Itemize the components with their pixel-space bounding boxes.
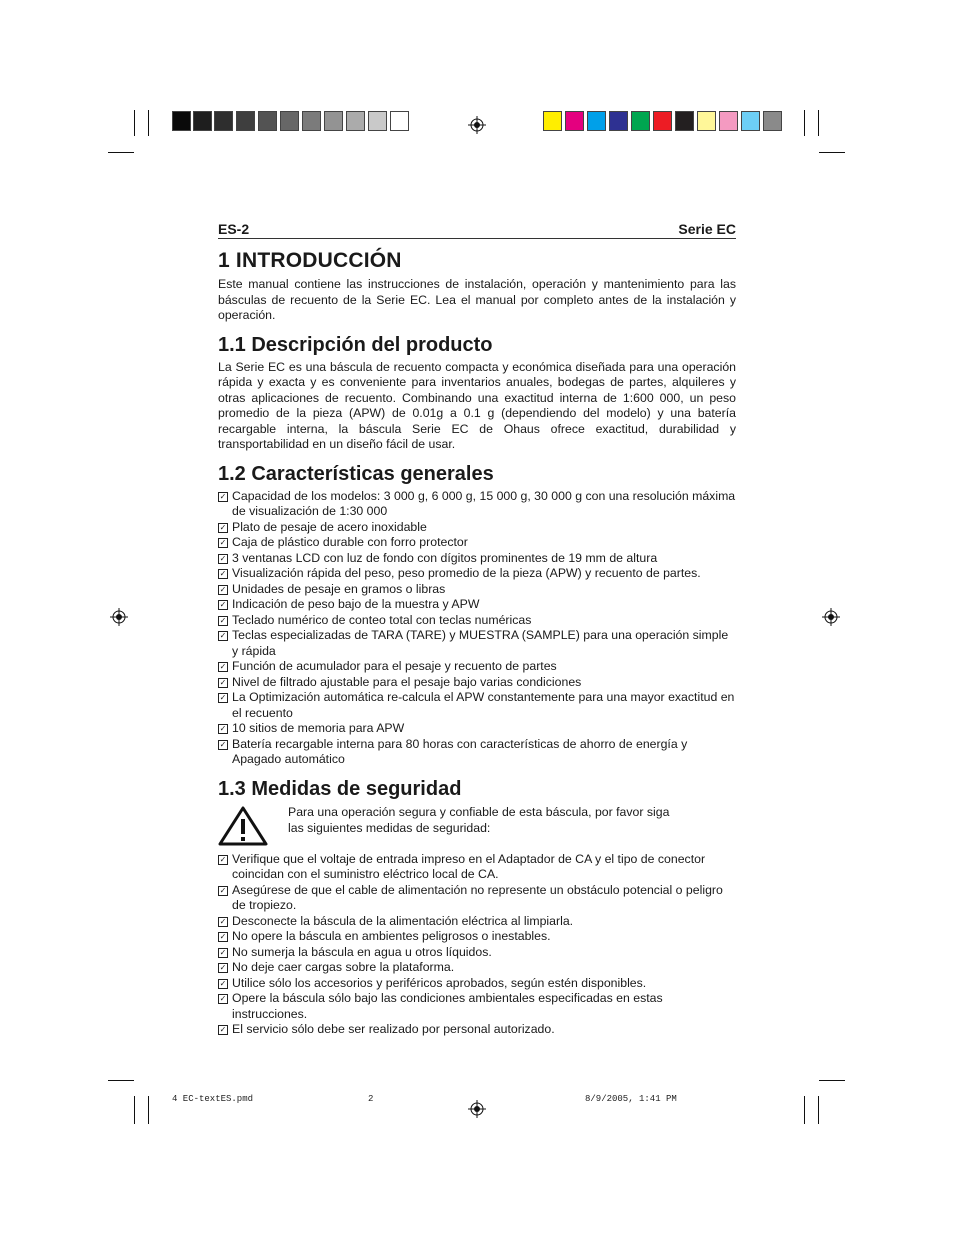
color-swatch [631,111,650,131]
checkbox-icon: ✓ [219,662,227,671]
crop-mark [134,110,135,136]
checkbox-icon: ✓ [219,932,227,941]
checkbox-icon: ✓ [219,1025,227,1034]
color-swatch [719,111,738,131]
safety-warning [218,804,736,846]
list-item: ✓ Caja de plástico durable con forro protector [219,535,468,549]
color-swatch [697,111,716,131]
checkbox-icon: ✓ [219,994,227,1003]
list-item: ✓ Verifique que el voltaje de entrada impreso en el Adaptador de CA y el tipo de conector coincidan con el suministro eléctrico local de CA. [219,851,706,881]
checkbox-icon: ✓ [219,553,227,563]
checkbox-icon: ✓ [219,631,227,640]
list-item: ✓ Teclas especializadas de TARA (TARE) y MUESTRA (SAMPLE) para una operación simple y rápida [219,628,729,658]
list-item: ✓ Unidades de pesaje en gramos o libras [219,581,446,596]
registration-mark-icon [468,1100,486,1118]
color-swatch [653,111,672,131]
list-item: ✓ Utilice sólo los accesorios y periféricos aprobados, según estén disponibles. [219,975,647,990]
color-swatch [741,111,760,131]
list-item: ✓ Plato de pesaje de acero inoxidable [219,519,427,534]
list-item: ✓ Batería recargable interna para 80 horas con características de ahorro de energía y Apagado automático [219,736,688,766]
crop-mark [818,110,819,136]
gray-swatch [193,111,212,131]
footer-file: 4 EC-textES.pmd [172,1094,254,1104]
intro-paragraph: Este manual contiene las instrucciones de instalación, operación y mantenimiento para las básculas de recuento de la Serie EC. Lea el manual por completo antes de la instalación y operación. [218,277,736,322]
crop-mark [148,1096,149,1124]
color-swatch [675,111,694,131]
crop-mark [804,110,805,136]
checkbox-icon: ✓ [219,569,227,578]
gray-swatch [324,111,343,131]
warning-text: Para una operación segura y confiable de esta báscula, por favor siga las siguientes medidas de seguridad: [288,804,670,835]
list-item: ✓ Visualización rápida del peso, peso promedio de la pieza (APW) y recuento de partes. [219,566,701,580]
color-swatch [763,111,782,131]
checkbox-icon: ✓ [219,491,227,501]
crop-mark [108,152,134,153]
list-item: ✓ Asegúrese de que el cable de alimentación no represente un obstáculo potencial o peligro de tropiezo. [219,882,723,912]
crop-mark [819,1080,845,1081]
checkbox-icon: ✓ [219,600,227,609]
list-item: ✓ 10 sitios de memoria para APW [219,721,405,735]
list-item: ✓ Indicación de peso bajo de la muestra y APW [219,597,480,611]
warning-triangle-icon [218,806,268,846]
gray-swatch [390,111,409,131]
page-number-label: ES-2 [218,221,250,237]
list-item: ✓ Opere la báscula sólo bajo las condiciones ambientales especificadas en estas instrucciones. [219,991,663,1021]
features-list [218,489,736,768]
gray-swatch [236,111,255,131]
crop-mark [148,110,149,136]
list-item: ✓ No deje caer cargas sobre la plataforma. [219,960,455,974]
gray-swatch [346,111,365,131]
checkbox-icon: ✓ [219,522,227,532]
list-item: ✓ Desconecte la báscula de la alimentación eléctrica al limpiarla. [219,913,574,928]
registration-mark-icon [468,116,486,134]
safety-list [218,852,736,1038]
safety-heading: 1.3 Medidas de seguridad [218,777,462,800]
footer-page: 2 [368,1094,374,1104]
color-swatch [565,111,584,131]
crop-mark [134,1096,135,1124]
color-swatch [609,111,628,131]
crop-mark [804,1096,805,1124]
checkbox-icon: ✓ [219,615,227,625]
running-header [218,221,736,239]
checkbox-icon: ✓ [219,916,227,926]
features-heading: 1.2 Características generales [218,462,494,485]
page-content [218,221,736,1038]
checkbox-icon: ✓ [219,724,227,733]
list-item: ✓ Teclado numérico de conteo total con teclas numéricas [219,612,532,627]
intro-heading: 1 INTRODUCCIÓN [218,249,402,272]
checkbox-icon: ✓ [219,693,227,702]
list-item: ✓ No sumerja la báscula en agua u otros líquidos. [219,944,492,959]
checkbox-icon: ✓ [219,885,227,895]
list-item: ✓ Función de acumulador para el pesaje y recuento de partes [219,659,557,673]
registration-mark-icon [822,608,840,626]
checkbox-icon: ✓ [219,677,227,687]
gray-swatch [368,111,387,131]
list-item: ✓ La Optimización automática re-calcula el APW constantemente para una mayor exactitud en el recuento [219,690,735,720]
description-paragraph: La Serie EC es una báscula de recuento compacta y económica diseñada para una operación rápida y exacta y es conveniente para inventarios anuales, bodegas de partes, alquileres y otras aplicaciones de recuento. Combinando una exactitud interna de 1:600 000, un peso promedio de la pieza (APW) de 0.01g a 0.1 g (dependiendo del modelo) y una batería recargable interna, la báscula Serie EC de Ohaus ofrece exactitud, durabilidad y transportabilidad en un diseño fácil de usar. [218,359,736,451]
registration-mark-icon [110,608,128,626]
checkbox-icon: ✓ [219,963,227,972]
checkbox-icon: ✓ [219,739,227,749]
checkbox-icon: ✓ [219,978,227,988]
color-swatch [543,111,562,131]
gray-swatch [280,111,299,131]
footer-date: 8/9/2005, 1:41 PM [585,1094,677,1104]
list-item: ✓ El servicio sólo debe ser realizado por personal autorizado. [219,1022,555,1036]
checkbox-icon: ✓ [219,584,227,594]
gray-swatch [258,111,277,131]
gray-swatch [172,111,191,131]
list-item: ✓ Nivel de filtrado ajustable para el pesaje bajo varias condiciones [219,674,582,689]
description-heading: 1.1 Descripción del producto [218,333,493,356]
list-item: ✓ 3 ventanas LCD con luz de fondo con dígitos prominentes de 19 mm de altura [219,550,658,565]
checkbox-icon: ✓ [219,854,227,864]
gray-swatch [214,111,233,131]
list-item: ✓ No opere la báscula en ambientes peligrosos o inestables. [219,929,551,943]
crop-mark [108,1080,134,1081]
color-swatch [587,111,606,131]
checkbox-icon: ✓ [219,538,227,547]
crop-mark [819,152,845,153]
series-label: Serie EC [678,221,736,237]
gray-swatch [302,111,321,131]
list-item: ✓ Capacidad de los modelos: 3 000 g, 6 000 g, 15 000 g, 30 000 g con una resolución máxima de visualización de 1:30 000 [219,488,736,518]
crop-mark [818,1096,819,1124]
checkbox-icon: ✓ [219,947,227,957]
